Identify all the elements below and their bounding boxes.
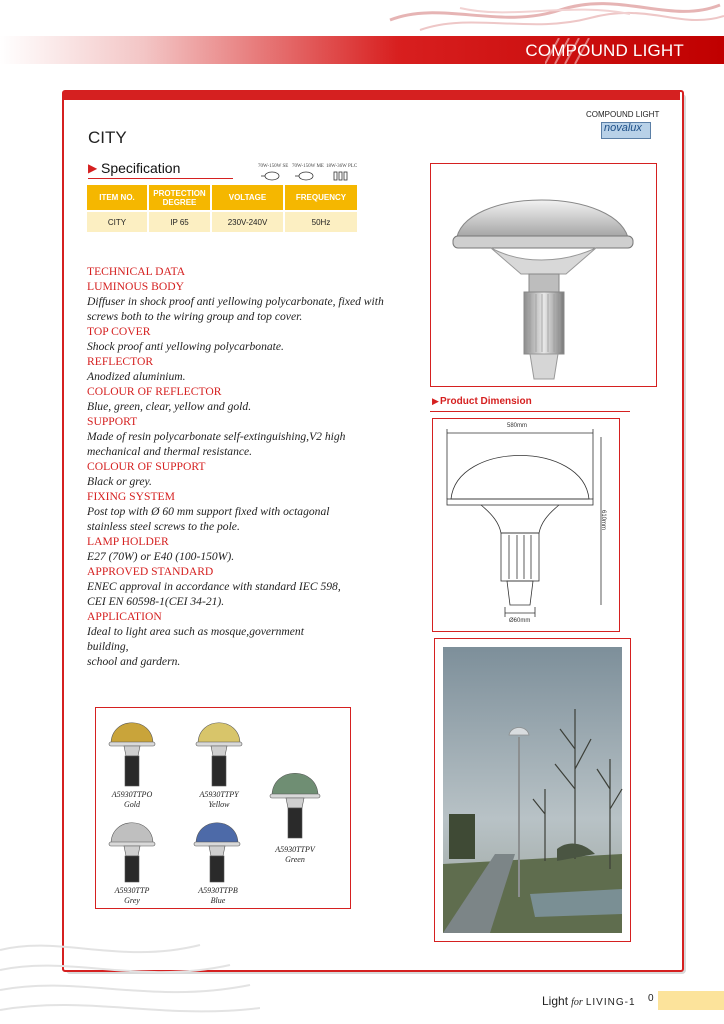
tech-heading: TOP COVER: [87, 325, 151, 338]
footer-living: LIVING-1: [585, 997, 636, 1008]
variant-gold: [109, 723, 155, 786]
variant-color: Green: [285, 855, 305, 864]
variant-color: Yellow: [208, 800, 230, 809]
lamp-icon-label-2: 70W-150W ME: [292, 164, 324, 169]
footer-light: Light: [542, 994, 569, 1008]
tech-heading: COLOUR OF SUPPORT: [87, 460, 206, 473]
variant-color: Blue: [210, 896, 226, 905]
street-photo: [435, 639, 630, 941]
tech-body: E27 (70W) or E40 (100-150W).: [87, 550, 235, 563]
tech-heading: TECHNICAL DATA: [87, 265, 186, 278]
spec-heading: Specification: [101, 160, 181, 176]
variant-yellow: [196, 723, 242, 786]
tech-heading: APPROVED STANDARD: [87, 565, 214, 578]
tech-body: building,: [87, 640, 129, 653]
variant-code: A5930TTPV: [275, 845, 315, 854]
page-number: 0: [648, 993, 655, 1004]
tech-body: Black or grey.: [87, 475, 152, 488]
product-title: CITY: [88, 128, 127, 147]
variant-code: A5930TTP: [114, 886, 150, 895]
tech-body: Diffuser in shock proof anti yellowing polycarbonate, fixed with: [87, 295, 384, 308]
footer-for: for: [571, 997, 583, 1008]
tech-heading: COLOUR OF REFLECTOR: [87, 385, 222, 398]
spec-underline: [88, 178, 233, 179]
variant-color: Gold: [124, 800, 140, 809]
brand-label: COMPOUND LIGHT: [586, 110, 660, 119]
tech-body: Ideal to light area such as mosque,government: [87, 625, 304, 638]
technical-data: [87, 264, 417, 669]
dimension-frame: [432, 418, 620, 632]
dimension-base-label: Ø60mm: [509, 618, 531, 624]
variant-green: [270, 773, 320, 838]
decorative-swirl: [380, 0, 724, 36]
dimension-height-label: 610mm: [600, 509, 607, 531]
arrow-icon: ▶: [432, 396, 439, 406]
variant-blue: [194, 823, 240, 882]
decorative-texture: [0, 930, 260, 1024]
tech-heading: SUPPORT: [87, 415, 138, 428]
tech-heading: APPLICATION: [87, 610, 162, 623]
tech-heading: LUMINOUS BODY: [87, 280, 184, 293]
dimension-underline: [430, 411, 630, 412]
lamp-icon-label-1: 70W-150W SE: [258, 164, 289, 169]
brand-logo-text: novalux: [604, 122, 642, 134]
variant-code: A5930TTPO: [111, 790, 153, 799]
tech-body: screws both to the wiring group and top cover.: [87, 310, 303, 323]
variant-grey: [109, 823, 155, 882]
arrow-icon: ▶: [88, 161, 98, 175]
card-top-strip: [64, 92, 680, 100]
tech-body: stainless steel screws to the pole.: [87, 520, 240, 533]
tech-body: ENEC approval in accordance with standard IEC 598,: [87, 580, 341, 593]
tech-body: school and gardern.: [87, 655, 181, 668]
product-photo-frame: [430, 163, 657, 387]
spec-cell-voltage: 230V-240V: [212, 212, 283, 232]
dimension-heading: Product Dimension: [440, 396, 532, 407]
variant-label-green: [265, 845, 325, 865]
variant-label-gold: [102, 790, 162, 810]
tech-body: Shock proof anti yellowing polycarbonate.: [87, 340, 284, 353]
tech-body: Made of resin polycarbonate self-extinguishing,V2 high: [87, 430, 346, 443]
spec-cell-frequency: 50Hz: [285, 212, 357, 232]
header-title: COMPOUND LIGHT: [525, 41, 684, 60]
variant-label-blue: [188, 886, 248, 906]
tech-body: mechanical and thermal resistance.: [87, 445, 253, 458]
lamp-product-image: [431, 164, 656, 386]
tech-heading: LAMP HOLDER: [87, 535, 169, 548]
variant-color: Grey: [124, 896, 140, 905]
tech-body: Anodized aluminium.: [87, 370, 186, 383]
street-photo-frame: [434, 638, 631, 942]
spec-col-voltage: VOLTAGE: [212, 185, 283, 210]
spec-col-protection: PROTECTION DEGREE: [149, 185, 210, 210]
variant-label-grey: [102, 886, 162, 906]
spec-cell-protection: IP 65: [149, 212, 210, 232]
variant-code: A5930TTPY: [199, 790, 239, 799]
dimension-drawing: [433, 419, 619, 631]
tech-body: CEI EN 60598-1(CEI 34-21).: [87, 595, 225, 608]
spec-col-item: ITEM NO.: [87, 185, 147, 210]
spec-cell-item: CITY: [87, 212, 147, 232]
page-number-box: [648, 991, 724, 1010]
color-variants-frame: [95, 707, 351, 909]
tech-body: Post top with Ø 60 mm support fixed with octagonal: [87, 505, 330, 518]
tech-heading: REFLECTOR: [87, 355, 154, 368]
variant-code: A5930TTPB: [198, 886, 238, 895]
tech-heading: FIXING SYSTEM: [87, 490, 175, 503]
lamp-icon-label-3: 18W-36W PLC: [326, 164, 358, 169]
tech-body: Blue, green, clear, yellow and gold.: [87, 400, 252, 413]
spec-col-frequency: FREQUENCY: [285, 185, 357, 210]
variant-label-yellow: [189, 790, 249, 810]
dimension-width-label: 580mm: [507, 423, 528, 429]
footer-text: [542, 994, 636, 1008]
